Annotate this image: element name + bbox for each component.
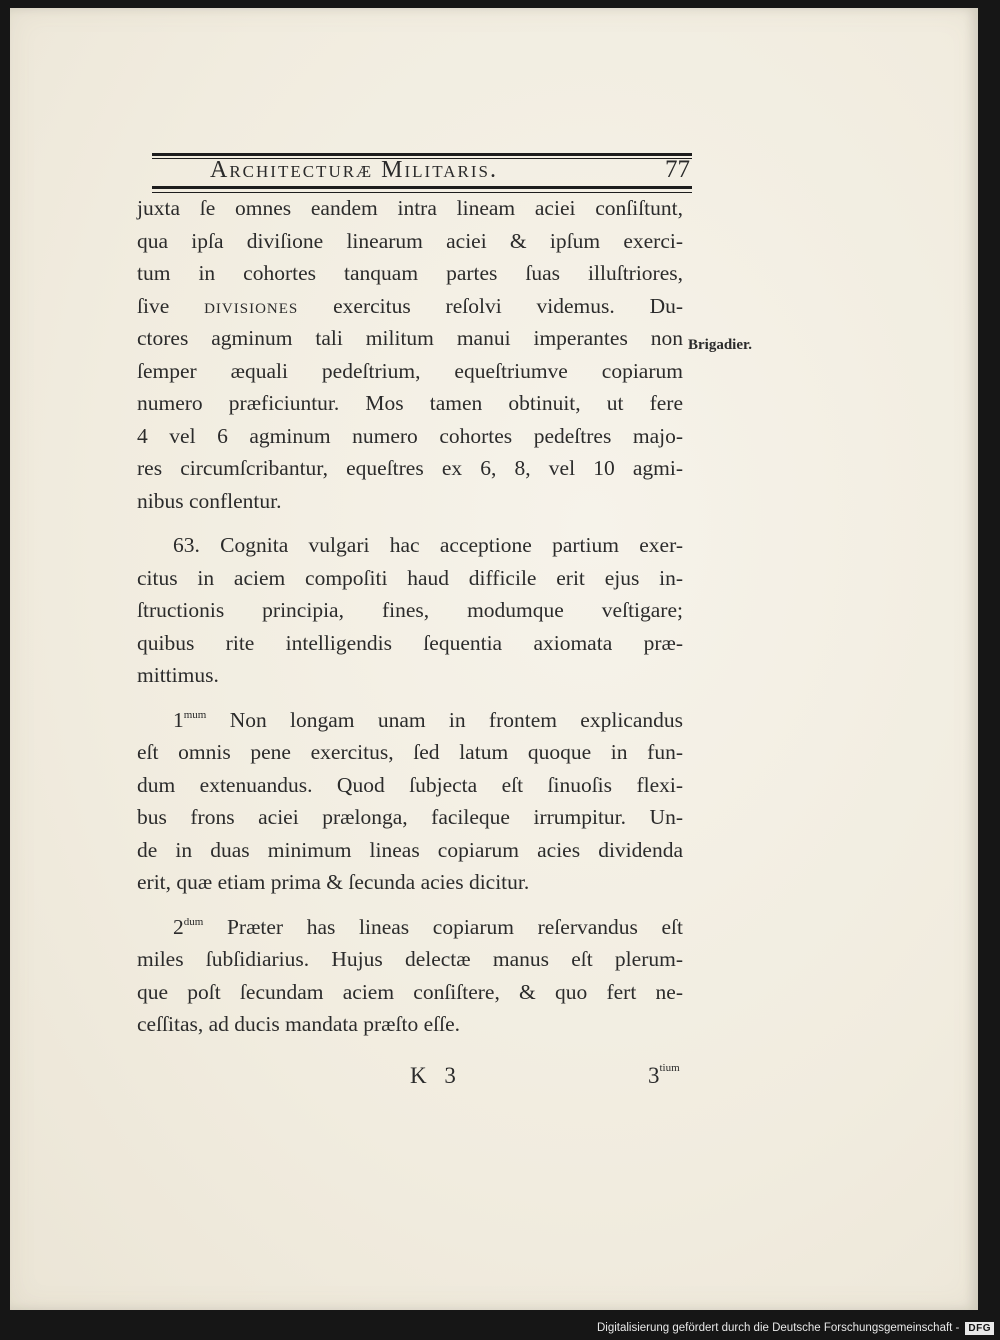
text-line: res circumſcribantur, equeſtres ex 6, 8, vel 10 agmi- bbox=[137, 456, 683, 480]
text-line: miles ſubſidiarius. Hujus delectæ manus eſt plerum- bbox=[137, 947, 683, 971]
margin-note: Brigadier. bbox=[688, 337, 753, 353]
text-line: nibus conflentur. bbox=[137, 488, 282, 513]
text-line: ſemper æquali pedeſtrium, equeſtriumve copiarum bbox=[137, 358, 683, 383]
text-line: tum in cohortes tanquam partes ſuas illuſtriores, bbox=[137, 261, 683, 285]
text-line: quibus rite intelligendis ſequentia axiomata præ- bbox=[137, 630, 683, 655]
catchword: $3^{tium}$ bbox=[648, 1062, 680, 1088]
text-line: dum extenuandus. Quod ſubjecta eſt ſinuoſis flexi- bbox=[137, 772, 683, 797]
text-line: mittimus. bbox=[137, 663, 219, 687]
text-line: ctores agminum tali militum manui imperantes non bbox=[137, 326, 683, 350]
page-number: 77 bbox=[665, 156, 690, 183]
text-line: de in duas minimum lineas copiarum acies dividenda bbox=[137, 837, 683, 862]
text-line: bus frons aciei prælonga, facileque irrumpitur. Un- bbox=[137, 805, 683, 829]
text-line: 4 vel 6 agminum numero cohortes pedeſtres majo- bbox=[137, 423, 683, 448]
footer-text: Digitalisierung gefördert durch die Deutsche Forschungsgemeinschaft - bbox=[596, 1322, 960, 1334]
text-line: ſtructionis principia, fines, modumque veſtigare; bbox=[137, 598, 683, 622]
running-head bbox=[210, 155, 700, 185]
text-line: $1^{mum}$ Non longam unam in frontem explicandus bbox=[173, 707, 683, 732]
text-line: citus in aciem compoſiti haud difficile erit ejus in- bbox=[137, 565, 683, 590]
text-line: 63. Cognita vulgari hac acceptione partium exer- bbox=[173, 533, 683, 557]
text-line: erit, quæ etiam prima & ſecunda acies dicitur. bbox=[137, 870, 530, 894]
running-head-title: Architecturæ Militaris. bbox=[210, 156, 498, 183]
text-line: eſt omnis pene exercitus, ſed latum quoque in fun- bbox=[137, 740, 683, 764]
digitization-footer bbox=[597, 1316, 1000, 1340]
text-line: qua ipſa diviſione linearum aciei & ipſum exerci- bbox=[137, 228, 683, 253]
text-line: ſive divisiones exercitus reſolvi videmus. Du- bbox=[137, 293, 684, 318]
text-line: numero præficiuntur. Mos tamen obtinuit, ut fere bbox=[137, 391, 683, 415]
body-text bbox=[137, 192, 683, 1041]
header-rule bbox=[152, 186, 692, 189]
text-line: ceſſitas, ad ducis mandata præſto eſſe. bbox=[137, 1012, 460, 1036]
dfg-logo-icon: DFG bbox=[965, 1322, 994, 1335]
text-line: $2^{dum}$ Præter has lineas copiarum reſervandus eſt bbox=[173, 914, 684, 939]
signature-mark: K 3 bbox=[410, 1063, 462, 1088]
text-line: juxta ſe omnes eandem intra lineam aciei conſiſtunt, bbox=[137, 196, 683, 220]
small-caps-term: divisiones bbox=[204, 293, 299, 318]
text-line: que poſt ſecundam aciem conſiſtere, & quo fert ne- bbox=[137, 979, 683, 1004]
